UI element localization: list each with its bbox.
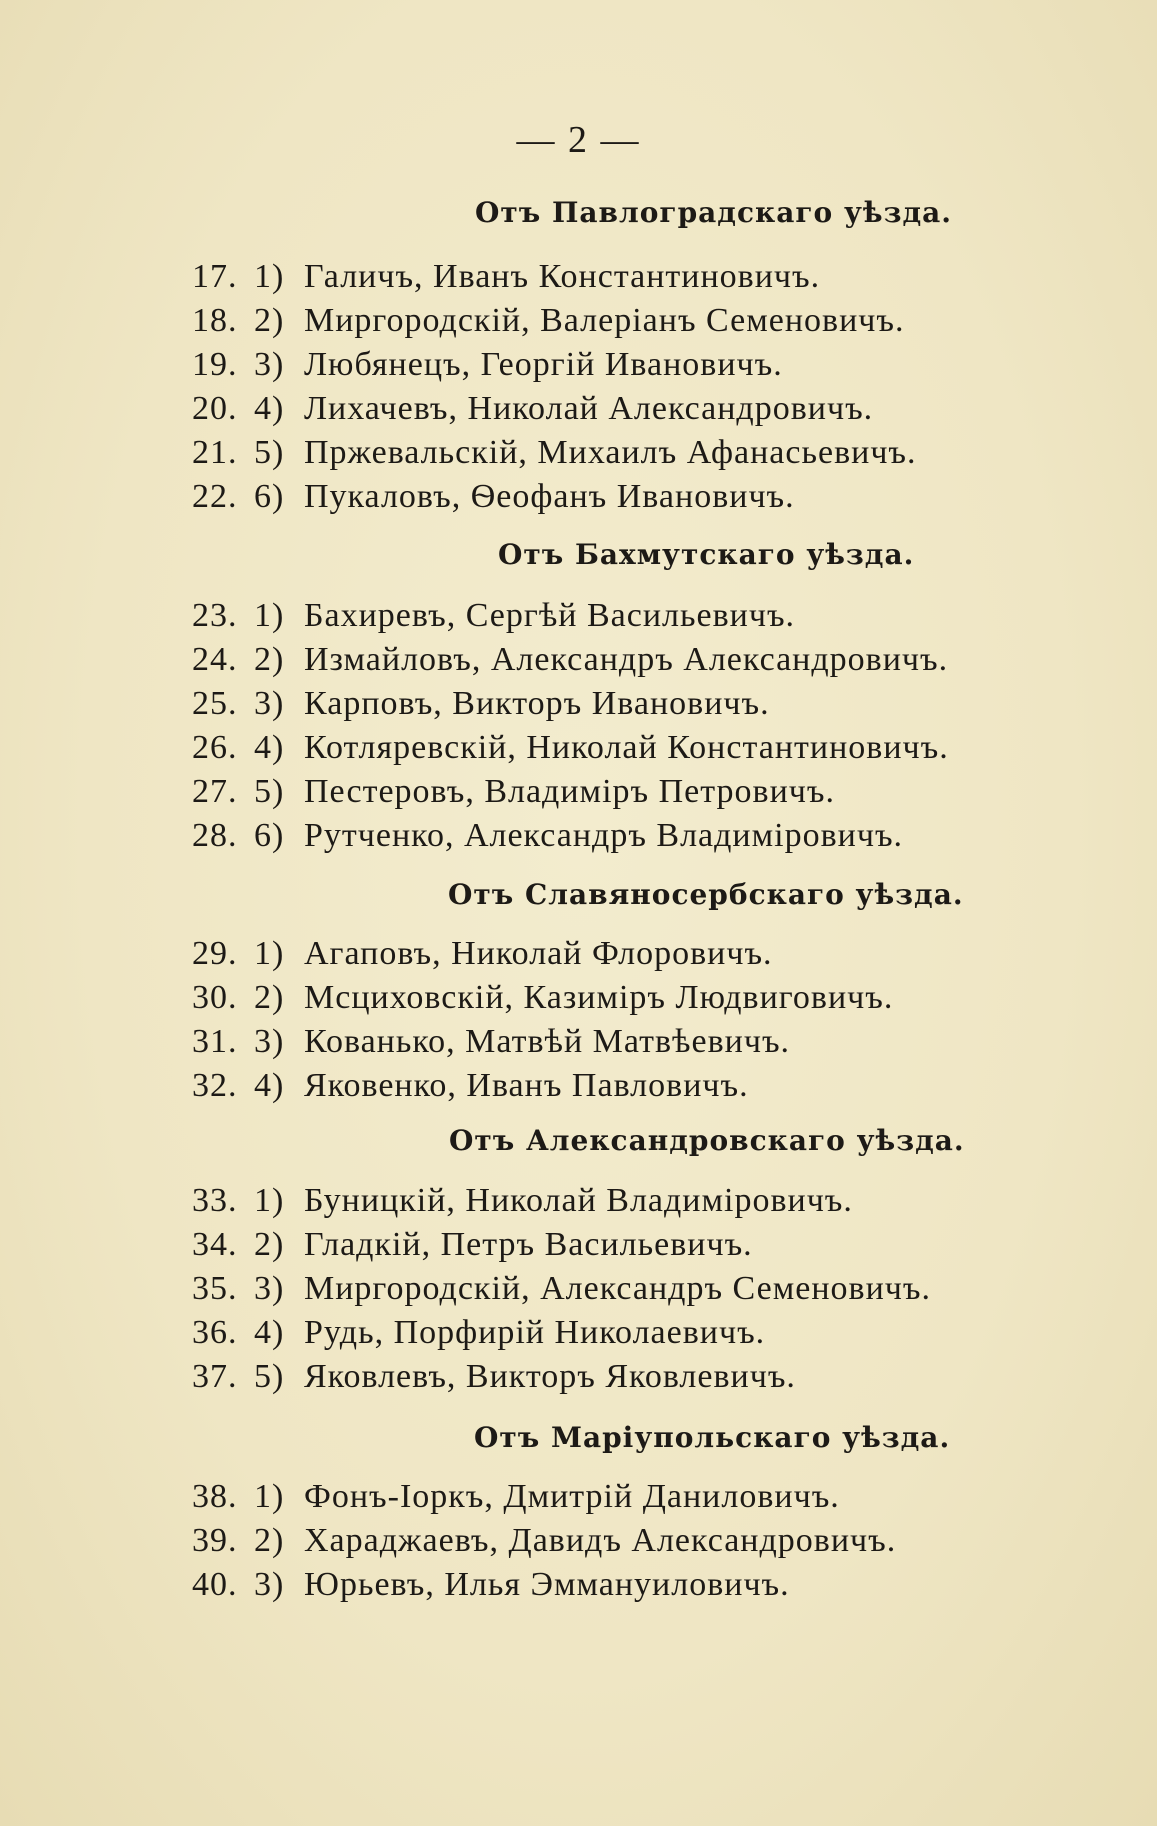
entry-name: Галичъ, Иванъ Константиновичъ. [304, 258, 821, 295]
entry-number: 40. [192, 1566, 238, 1603]
entry-sub-number: 3) [254, 1023, 285, 1060]
list-item [192, 935, 773, 975]
entry-sub-number: 6) [254, 478, 285, 515]
list-item [192, 258, 820, 298]
entry-number: 36. [192, 1314, 238, 1351]
entry-number: 30. [192, 979, 238, 1016]
section-title: Отъ Маріупольскаго уѣзда. [474, 1421, 951, 1454]
section-title: Отъ Павлоградскаго уѣзда. [475, 196, 952, 229]
entry-name: Буницкій, Николай Владиміровичъ. [304, 1182, 853, 1219]
entry-number: 35. [192, 1270, 238, 1307]
entry-name: Пестеровъ, Владиміръ Петровичъ. [304, 773, 835, 810]
entry-name: Котляревскій, Николай Константиновичъ. [304, 729, 949, 766]
section-title: Отъ Славяносербскаго уѣзда. [448, 878, 964, 911]
entry-number: 21. [192, 434, 238, 471]
entry-name: Любянецъ, Георгій Ивановичъ. [304, 346, 783, 383]
entry-sub-number: 4) [254, 1314, 285, 1351]
entry-sub-number: 3) [254, 346, 285, 383]
list-item [192, 302, 904, 342]
list-item [192, 685, 770, 725]
list-item [192, 979, 893, 1019]
list-item [192, 1522, 896, 1562]
entry-sub-number: 2) [254, 979, 285, 1016]
list-item [192, 817, 903, 857]
entry-name: Кованько, Матвѣй Матвѣевичъ. [304, 1023, 791, 1060]
entry-sub-number: 4) [254, 390, 285, 427]
entry-sub-number: 4) [254, 729, 285, 766]
entry-number: 27. [192, 773, 238, 810]
list-item [192, 729, 949, 769]
entry-number: 29. [192, 935, 238, 972]
list-item [192, 1478, 840, 1518]
list-item [192, 1182, 853, 1222]
entry-name: Пукаловъ, Ѳеофанъ Ивановичъ. [304, 478, 795, 515]
entry-number: 38. [192, 1478, 238, 1515]
list-item [192, 478, 795, 518]
entry-sub-number: 3) [254, 685, 285, 722]
list-item [192, 346, 783, 386]
list-item [192, 1226, 753, 1266]
entry-number: 28. [192, 817, 238, 854]
entry-number: 17. [192, 258, 238, 295]
list-item [192, 1358, 796, 1398]
entry-name: Хараджаевъ, Давидъ Александровичъ. [304, 1522, 897, 1559]
entry-name: Яковлевъ, Викторъ Яковлевичъ. [304, 1358, 796, 1395]
entry-sub-number: 5) [254, 1358, 285, 1395]
entry-name: Фонъ-Іоркъ, Дмитрій Даниловичъ. [304, 1478, 840, 1515]
list-item [192, 1067, 749, 1107]
entry-number: 26. [192, 729, 238, 766]
entry-number: 19. [192, 346, 238, 383]
entry-sub-number: 2) [254, 641, 285, 678]
list-item [192, 773, 835, 813]
page-number: — 2 — [516, 119, 641, 161]
section-title: Отъ Бахмутскаго уѣзда. [498, 538, 915, 571]
list-item [192, 1270, 931, 1310]
entry-number: 20. [192, 390, 238, 427]
entry-number: 34. [192, 1226, 238, 1263]
entry-number: 37. [192, 1358, 238, 1395]
list-item [192, 390, 873, 430]
list-item [192, 641, 948, 681]
entry-name: Измайловъ, Александръ Александровичъ. [304, 641, 949, 678]
entry-name: Миргородскій, Александръ Семеновичъ. [304, 1270, 931, 1307]
entry-name: Юрьевъ, Илья Эммануиловичъ. [304, 1566, 790, 1603]
entry-name: Бахиревъ, Сергѣй Васильевичъ. [304, 597, 796, 634]
entry-sub-number: 1) [254, 597, 285, 634]
entry-name: Рутченко, Александръ Владиміровичъ. [304, 817, 904, 854]
entry-sub-number: 5) [254, 773, 285, 810]
entry-sub-number: 3) [254, 1270, 285, 1307]
entry-number: 31. [192, 1023, 238, 1060]
entry-sub-number: 1) [254, 1182, 285, 1219]
entry-sub-number: 2) [254, 302, 285, 339]
entry-name: Рудь, Порфирій Николаевичъ. [304, 1314, 766, 1351]
entry-name: Лихачевъ, Николай Александровичъ. [304, 390, 874, 427]
entry-sub-number: 6) [254, 817, 285, 854]
entry-number: 39. [192, 1522, 238, 1559]
entry-sub-number: 3) [254, 1566, 285, 1603]
entry-sub-number: 4) [254, 1067, 285, 1104]
entry-number: 33. [192, 1182, 238, 1219]
entry-number: 22. [192, 478, 238, 515]
entry-number: 23. [192, 597, 238, 634]
entry-name: Карповъ, Викторъ Ивановичъ. [304, 685, 770, 722]
list-item [192, 1566, 790, 1606]
entry-sub-number: 1) [254, 1478, 285, 1515]
entry-name: Агаповъ, Николай Флоровичъ. [304, 935, 773, 972]
list-item [192, 597, 795, 637]
entry-number: 18. [192, 302, 238, 339]
entry-sub-number: 5) [254, 434, 285, 471]
list-item [192, 1023, 790, 1063]
entry-name: Яковенко, Иванъ Павловичъ. [304, 1067, 749, 1104]
entry-sub-number: 2) [254, 1522, 285, 1559]
list-item [192, 434, 917, 474]
entry-number: 32. [192, 1067, 238, 1104]
entry-name: Пржевальскій, Михаилъ Афанасьевичъ. [304, 434, 917, 471]
entry-number: 24. [192, 641, 238, 678]
entry-sub-number: 1) [254, 935, 285, 972]
section-title: Отъ Александровскаго уѣзда. [449, 1124, 965, 1157]
entry-sub-number: 1) [254, 258, 285, 295]
entry-name: Миргородскій, Валеріанъ Семеновичъ. [304, 302, 905, 339]
entry-name: Гладкій, Петръ Васильевичъ. [304, 1226, 753, 1263]
entry-name: Мсциховскій, Казиміръ Людвиговичъ. [304, 979, 894, 1016]
entry-number: 25. [192, 685, 238, 722]
list-item [192, 1314, 765, 1354]
entry-sub-number: 2) [254, 1226, 285, 1263]
